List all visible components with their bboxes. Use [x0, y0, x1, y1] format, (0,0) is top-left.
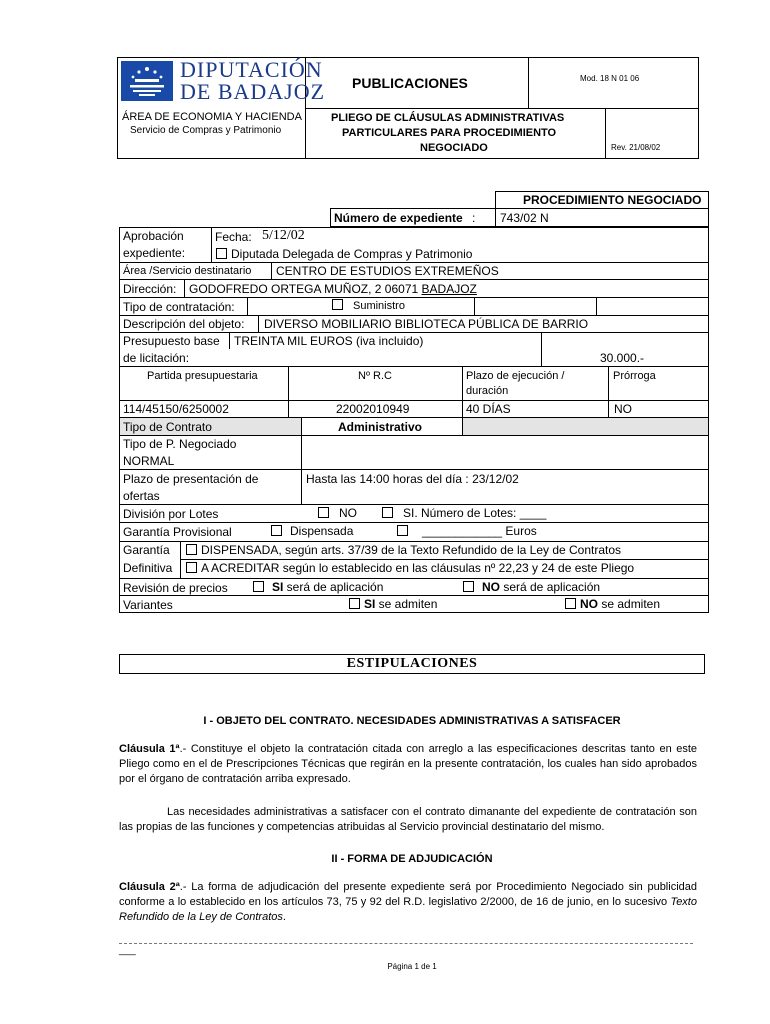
garantia-dispensada-checkbox[interactable] — [186, 544, 197, 555]
tipo-contrato-shade-right — [463, 418, 708, 435]
garantia-definitiva-label-1: Garantía — [123, 543, 170, 557]
aprobacion-label-1: Aprobación — [123, 229, 184, 243]
section-title: PUBLICACIONES — [352, 75, 468, 91]
diputada-option[interactable]: Diputada Delegada de Compras y Patrimonio — [216, 247, 472, 261]
revision-si-option[interactable]: SI será de aplicación — [253, 580, 383, 594]
rev-code: Rev. 21/08/02 — [611, 143, 661, 152]
tipo-negociado-label-2: NORMAL — [123, 454, 175, 468]
revision-label: Revisión de precios — [123, 581, 228, 595]
descripcion-label: Descripción del objeto: — [123, 317, 245, 331]
plazo-presentacion-label-1: Plazo de presentación de — [123, 472, 259, 486]
clausula-1: Cláusula 1ª.- Constituye el objeto la contratación citada con arreglo a las especificaciones descritas tanto en este Pliego como en el de Prescripciones Técnicas que regirán en la presente contratación, los cuales han sido aprobados por el órgano de contratación arriba expresado. — [119, 743, 698, 785]
doc-title-l3: NEGOCIADO — [420, 142, 488, 154]
col-rc-header: Nº R.C — [358, 370, 392, 382]
plazo-presentacion-value: Hasta las 14:00 horas del día : 23/12/02 — [306, 472, 519, 486]
lotes-si-checkbox[interactable] — [382, 507, 393, 518]
presupuesto-label-1: Presupuesto base — [123, 334, 220, 348]
tipo-contrato-label: Tipo de Contrato — [123, 420, 212, 434]
garantia-acreditar-option[interactable]: A ACREDITAR según lo establecido en las cláusulas nº 22,23 y 24 de este Pliego — [186, 561, 634, 575]
direccion-value: GODOFREDO ORTEGA MUÑOZ, 2 06071 BADAJOZ — [189, 282, 477, 296]
col-partida-header: Partida presupuestaria — [147, 370, 258, 382]
fecha-label: Fecha: — [215, 230, 252, 244]
footer-rule — [119, 943, 693, 944]
page-number: Página 1 de 1 — [387, 962, 437, 971]
tipo-contrato-value: Administrativo — [338, 420, 423, 434]
revision-si-checkbox[interactable] — [253, 581, 264, 592]
prorroga-value: NO — [614, 402, 632, 416]
tipo-contratacion-label: Tipo de contratación: — [123, 300, 235, 314]
garantia-provisional-label: Garantía Provisional — [123, 525, 232, 539]
clausula-1-necesidades: Las necesidades administrativas a satisfacer con el contrato dimanante del expediente de contratación son las propias de las funciones y competencias atribuidas al Servicio provincial destinatario del mismo. — [119, 806, 697, 833]
variantes-no-checkbox[interactable] — [565, 598, 576, 609]
presupuesto-text: TREINTA MIL EUROS (iva incluido) — [234, 334, 424, 348]
expediente-label: Número de expediente — [334, 211, 463, 225]
revision-no-checkbox[interactable] — [463, 581, 474, 592]
tipo-negociado-label-1: Tipo de P. Negociado — [123, 437, 237, 451]
lotes-si-option[interactable]: SI. Número de Lotes: ____ — [382, 506, 546, 520]
plazo-presentacion-label-2: ofertas — [123, 489, 160, 503]
expediente-colon: : — [472, 211, 476, 225]
presupuesto-label-2: de licitación: — [123, 351, 190, 365]
partida-value: 114/45150/6250002 — [123, 402, 229, 416]
plazo-value: 40 DÍAS — [466, 402, 511, 416]
garantia-acreditar-checkbox[interactable] — [186, 562, 197, 573]
org-name-line1: DIPUTACIÓN — [180, 57, 323, 82]
procedure-type: PROCEDIMIENTO NEGOCIADO — [523, 193, 702, 207]
variantes-si-checkbox[interactable] — [349, 598, 360, 609]
org-name-line2: DE BADAJOZ — [180, 79, 326, 104]
revision-no-option[interactable]: NO será de aplicación — [463, 580, 600, 594]
euros-option[interactable]: ____________ Euros — [397, 524, 537, 538]
col-prorroga-header: Prórroga — [613, 370, 656, 382]
presupuesto-amount: 30.000.- — [600, 351, 645, 365]
doc-title-l1: PLIEGO DE CLÁUSULAS ADMINISTRATIVAS — [331, 112, 565, 124]
area-servicio-label: Área /Servicio destinatario — [123, 265, 252, 277]
col-plazo-header-1: Plazo de ejecución / — [466, 370, 565, 382]
fecha-value[interactable]: 5/12/02 — [262, 228, 305, 243]
shield-logo-icon — [121, 61, 173, 101]
area-servicio-value: CENTRO DE ESTUDIOS EXTREMEÑOS — [276, 264, 499, 278]
variantes-no-option[interactable]: NO se admiten — [565, 597, 660, 611]
section-2-title: II - FORMA DE ADJUDICACIÓN — [331, 853, 493, 865]
euros-checkbox[interactable] — [397, 525, 408, 536]
variantes-label: Variantes — [123, 598, 173, 612]
dispensada-option[interactable]: Dispensada — [271, 524, 353, 538]
section-1-title: I - OBJETO DEL CONTRATO. NECESIDADES ADMINISTRATIVAS A SATISFACER — [203, 715, 621, 727]
garantia-dispensada-option[interactable]: DISPENSADA, según arts. 37/39 de la Texto Refundido de la Ley de Contratos — [186, 543, 621, 557]
lotes-no-checkbox[interactable] — [318, 507, 329, 518]
expediente-value: 743/02 N — [500, 211, 549, 225]
suministro-checkbox[interactable] — [332, 299, 343, 310]
estipulaciones-title: ESTIPULACIONES — [346, 656, 478, 671]
diputada-checkbox[interactable] — [216, 248, 227, 259]
garantia-definitiva-label-2: Definitiva — [123, 561, 173, 575]
clausula-2: Cláusula 2ª.- La forma de adjudicación del presente expediente será por Procedimiento Negociado sin publicidad conforme a lo establecido en los artículos 73, 75 y 92 del R.D. legislativo 2/2000, de 16 de junio, en lo sucesivo Texto Refundido de la Ley de Contratos. — [119, 881, 697, 923]
aprobacion-label-2: expediente: — [123, 246, 186, 260]
area-name: ÁREA DE ECONOMIA Y HACIENDA — [122, 111, 302, 123]
lotes-no-option[interactable]: NO — [318, 506, 357, 520]
mod-code: Mod. 18 N 01 06 — [580, 74, 640, 83]
descripcion-value: DIVERSO MOBILIARIO BIBLIOTECA PÚBLICA DE BARRIO — [264, 317, 589, 331]
footer-short-rule: ___ — [119, 945, 136, 956]
col-plazo-header-2: duración — [466, 385, 509, 397]
service-name: Servicio de Compras y Patrimonio — [130, 125, 282, 136]
dispensada-checkbox[interactable] — [271, 525, 282, 536]
suministro-option[interactable]: Suministro — [332, 299, 405, 313]
variantes-si-option[interactable]: SI se admiten — [349, 597, 437, 611]
lotes-label: División por Lotes — [123, 507, 219, 521]
doc-title-l2: PARTICULARES PARA PROCEDIMIENTO — [342, 127, 557, 139]
rc-value: 22002010949 — [336, 402, 410, 416]
direccion-label: Dirección: — [123, 282, 177, 296]
